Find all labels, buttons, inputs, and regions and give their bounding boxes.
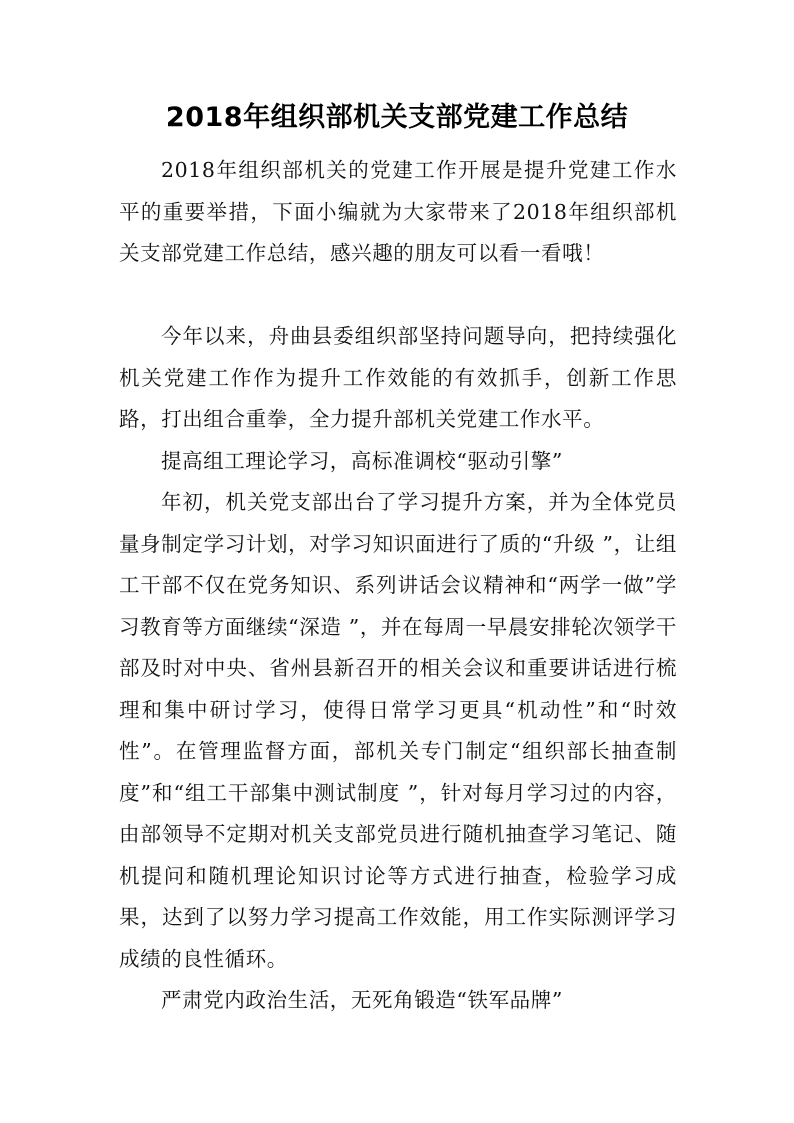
document-title: 2018年组织部机关支部党建工作总结 [165,102,629,133]
document-body [119,150,677,1022]
section-heading-study: 提高组工理论学习，高标准调校“驱动引擎” [161,448,563,473]
paragraph-spacer [119,275,677,317]
study-paragraph: 年初，机关党支部出台了学习提升方案，并为全体党员量身制定学习计划，对学习知识面进行了质的“升级 ”，让组工干部不仅在党务知识、系列讲话会议精神和“两学一做”学习教育等方面继续“深造 ”，并在每周一早晨安排轮次领学干部及时对中央、省州县新召开的相关会议和重要讲话进行梳理和集中研讨学习，使得日常学习更具“机动性”和“时效性”。在管理监督方面，部机关专门制定“组织部长抽查制度”和“组工干部集中测试制度 ”，针对每月学习过的内容，由部领导不定期对机关支部党员进行随机抽查学习笔记、随机提问和随机理论知识讨论等方式进行抽查，检验学习成果，达到了以努力学习提高工作效能，用工作实际测评学习成绩的良性循环。 [119,490,677,971]
intro-paragraph: 2018年组织部机关的党建工作开展是提升党建工作水平的重要举措，下面小编就为大家带来了2018年组织部机关支部党建工作总结，感兴趣的朋友可以看一看哦！ [119,158,677,265]
section-heading-political-life: 严肃党内政治生活，无死角锻造“铁军品牌” [161,988,563,1012]
overview-paragraph: 今年以来，舟曲县委组织部坚持问题导向，把持续强化机关党建工作作为提升工作效能的有效抓手，创新工作思路，打出组合重拳，全力提升部机关党建工作水平。 [119,324,677,431]
